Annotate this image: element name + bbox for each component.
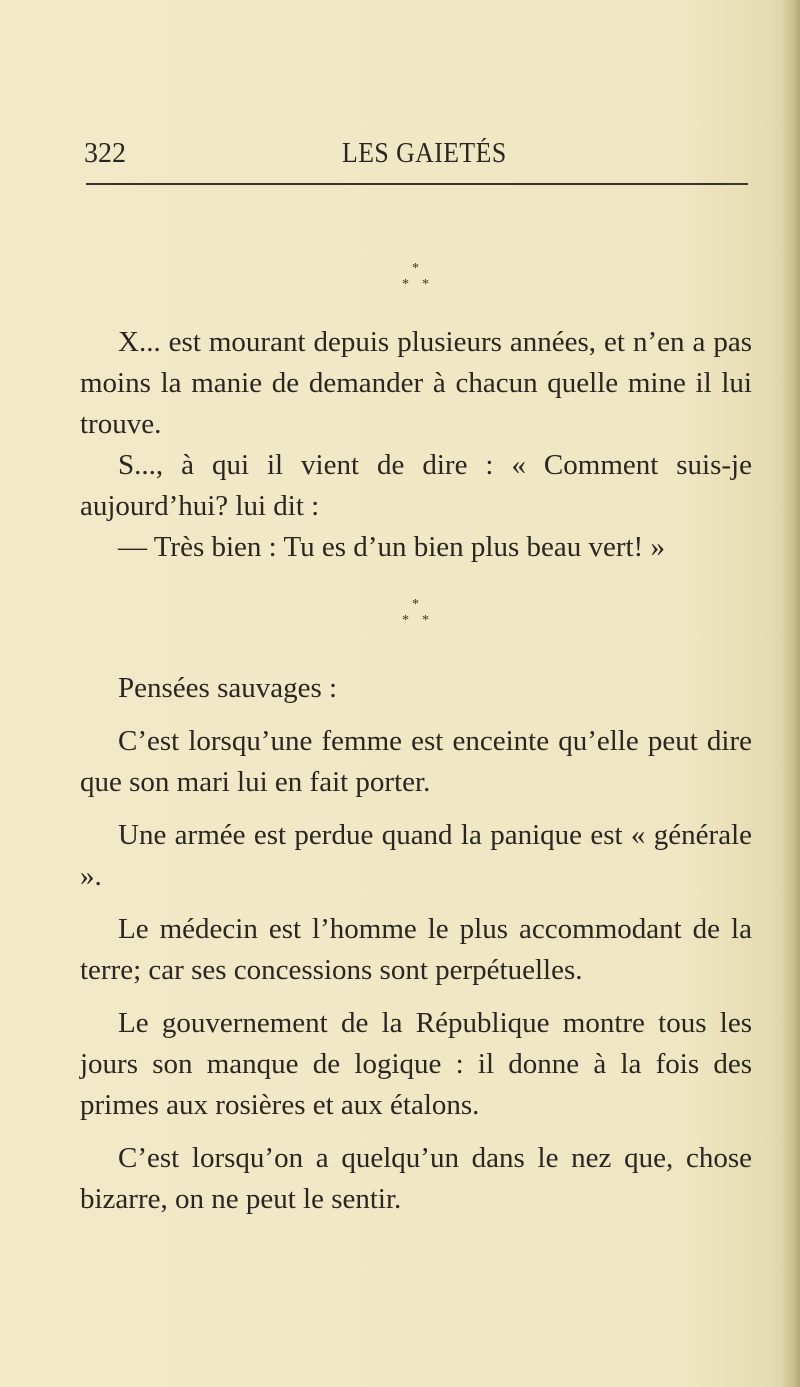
section-heading: Pensées sauvages : [118,672,338,704]
paragraph: C’est lorsqu’une femme est enceinte qu’elle peut dire que son mari lui en fait porter. [80,725,752,798]
paragraph: S..., à qui il vient de dire : « Comment suis-je aujourd’hui? lui dit : [80,449,752,522]
star-icon: * [412,261,419,276]
star-icon: * [402,277,409,292]
star-icon: * [402,613,409,628]
paragraph: Une armée est perdue quand la panique est « générale ». [80,819,752,892]
star-icon: * [412,597,419,612]
star-icon: * [422,613,429,628]
paragraph: C’est lorsqu’on a quelqu’un dans le nez que, chose bizarre, on ne peut le sentir. [80,1142,752,1215]
asterism-ornament-icon [398,262,438,298]
paragraph: Le gouvernement de la République montre tous les jours son manque de logique : il donne à la fois des primes aux rosières et aux étalons. [80,1007,752,1121]
anecdote-section [80,322,752,568]
page-number: 322 [84,138,126,169]
running-header [84,138,749,178]
star-icon: * [422,277,429,292]
asterism-ornament-icon [398,598,438,634]
pensees-section [80,668,752,1220]
paragraph: — Très bien : Tu es d’un bien plus beau vert! » [118,531,665,563]
page-edge-shadow [782,0,800,1387]
running-title: LES GAIETÉS [342,138,507,169]
paragraph: Le médecin est l’homme le plus accommodant de la terre; car ses concessions sont perpétuelles. [80,913,752,986]
header-rule [86,183,748,185]
paragraph: X... est mourant depuis plusieurs années, et n’en a pas moins la manie de demander à chacun quelle mine il lui trouve. [80,326,752,440]
